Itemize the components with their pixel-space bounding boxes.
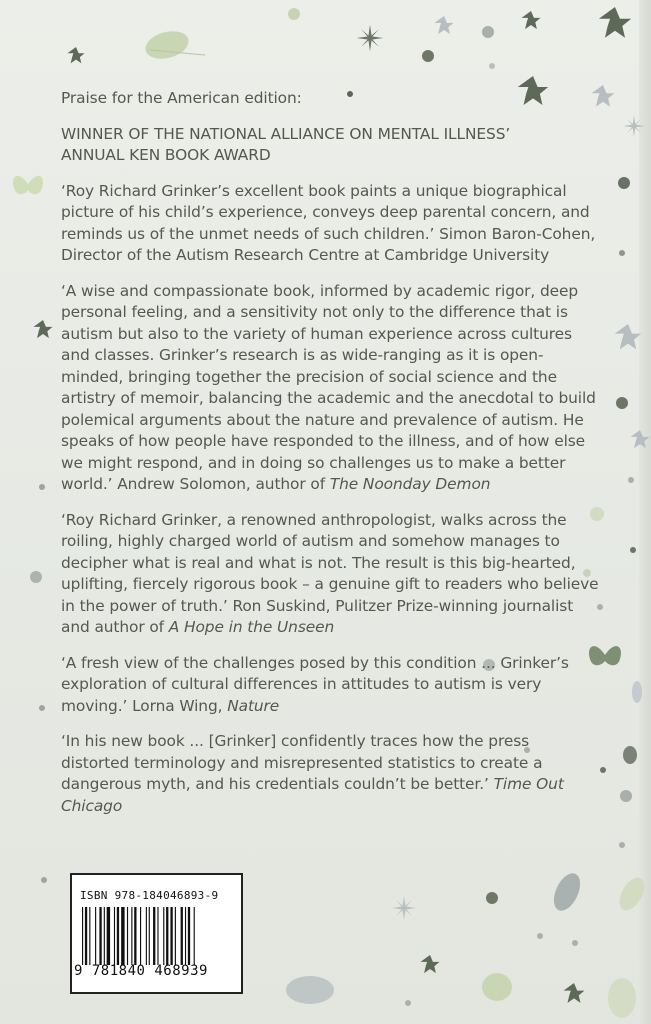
quote-text: ‘Roy Richard Grinker, a renowned anthropologist, walks across the roiling, highly charged world of autism and somehow manages to decipher what is real and what is not. The result is this big-hearted, uplifting, fiercely rigorous book – a genuine gift to readers who believe in the power of truth.’ Ron Suskind, Pulitzer Prize-winning journalist and author of	[61, 510, 599, 636]
dot-icon	[30, 571, 42, 583]
dot-icon	[41, 877, 47, 883]
dot-icon	[619, 842, 625, 848]
sparkle-icon	[357, 25, 383, 51]
isbn-barcode	[70, 873, 243, 994]
dot-icon	[628, 477, 634, 483]
quote-3	[61, 510, 601, 639]
star-icon	[67, 47, 84, 63]
leaf-icon	[623, 746, 637, 764]
quote-text: ‘In his new book ... [Grinker] confidently traces how the press distorted terminology and misrepresented statistics to create a dangerous myth, and his credentials couldn’t be better.’	[61, 732, 543, 793]
dot-icon	[482, 26, 494, 38]
praise-text-block	[61, 88, 601, 831]
leaf-icon	[286, 976, 334, 1004]
star-icon	[599, 7, 631, 38]
dot-icon	[489, 63, 495, 69]
star-icon	[631, 430, 650, 448]
quote-1	[61, 181, 601, 267]
dot-icon	[39, 705, 45, 711]
quote-4	[61, 653, 601, 718]
leaf-icon	[632, 681, 642, 703]
isbn-label: ISBN 978-184046893-9	[80, 889, 219, 902]
star-icon	[522, 11, 541, 29]
dot-icon	[618, 177, 630, 189]
quote-text: ‘Roy Richard Grinker’s excellent book paints a unique biographical picture of his child’s experience, conveys deep parental concern, and reminds us of the unmet needs of such children.’ Simon Baron-Cohen, Director of the Autism Research Centre at Cambridge University	[61, 181, 596, 264]
quote-source-title: Nature	[227, 696, 280, 715]
quote-source-title: The Noonday Demon	[329, 475, 491, 493]
dot-icon	[616, 397, 628, 409]
isbn-digits: 9 781840 468939	[74, 963, 208, 979]
leaf-icon	[549, 869, 586, 915]
barcode-bars	[82, 907, 232, 965]
dot-icon	[288, 8, 300, 20]
sparkle-icon	[623, 115, 645, 137]
quote-source-title: A Hope in the Unseen	[168, 618, 335, 636]
star-icon	[435, 16, 454, 34]
quote-2	[61, 281, 601, 496]
star-icon	[564, 983, 585, 1003]
star-icon	[34, 320, 53, 338]
sparkle-icon	[392, 896, 416, 920]
quote-text: ‘A wise and compassionate book, informed by academic rigor, deep personal feeling, and a sensitivity not only to the difference that is autism but also to the variety of human experience across cultures and classes. Grinker’s research is as wide-ranging as it is open-minded, bringing together the precision of social science and the artistry of memoir, balancing the academic and the anecdotal to build polemical arguments about the nature and prevalence of autism. He speaks of how people have responded to the illness, and of how else we might respond, and in doing so challenges us to make a better world.’ Andrew Solomon, author of	[61, 281, 596, 493]
leaf-icon	[608, 978, 636, 1018]
leaf-icon	[482, 973, 512, 1001]
award-line-1: WINNER OF THE NATIONAL ALLIANCE ON MENTAL ILLNESS’	[61, 124, 511, 143]
dot-icon	[630, 547, 636, 553]
star-icon	[615, 324, 642, 349]
dot-icon	[422, 50, 434, 62]
dot-icon	[39, 484, 45, 490]
praise-heading: Praise for the American edition:	[61, 89, 302, 107]
dot-icon	[405, 1000, 411, 1006]
award-line-2: ANNUAL KEN BOOK AWARD	[61, 146, 271, 164]
dot-icon	[620, 790, 632, 802]
leaf-icon	[142, 27, 191, 64]
leaf-icon	[614, 873, 649, 914]
dot-icon	[486, 892, 498, 904]
dot-icon	[619, 250, 625, 256]
quote-source-title: Time Out Chicago	[61, 775, 564, 815]
award-statement	[61, 124, 601, 167]
quote-5	[61, 731, 601, 817]
dot-icon	[537, 933, 543, 939]
star-icon	[421, 955, 440, 973]
dot-icon	[572, 940, 578, 946]
butterfly-icon	[13, 176, 43, 194]
quote-text: ‘A fresh view of the challenges posed by this condition ... Grinker’s exploration of cultural differences in attitudes to autism is very moving.’ Lorna Wing,	[61, 653, 569, 715]
